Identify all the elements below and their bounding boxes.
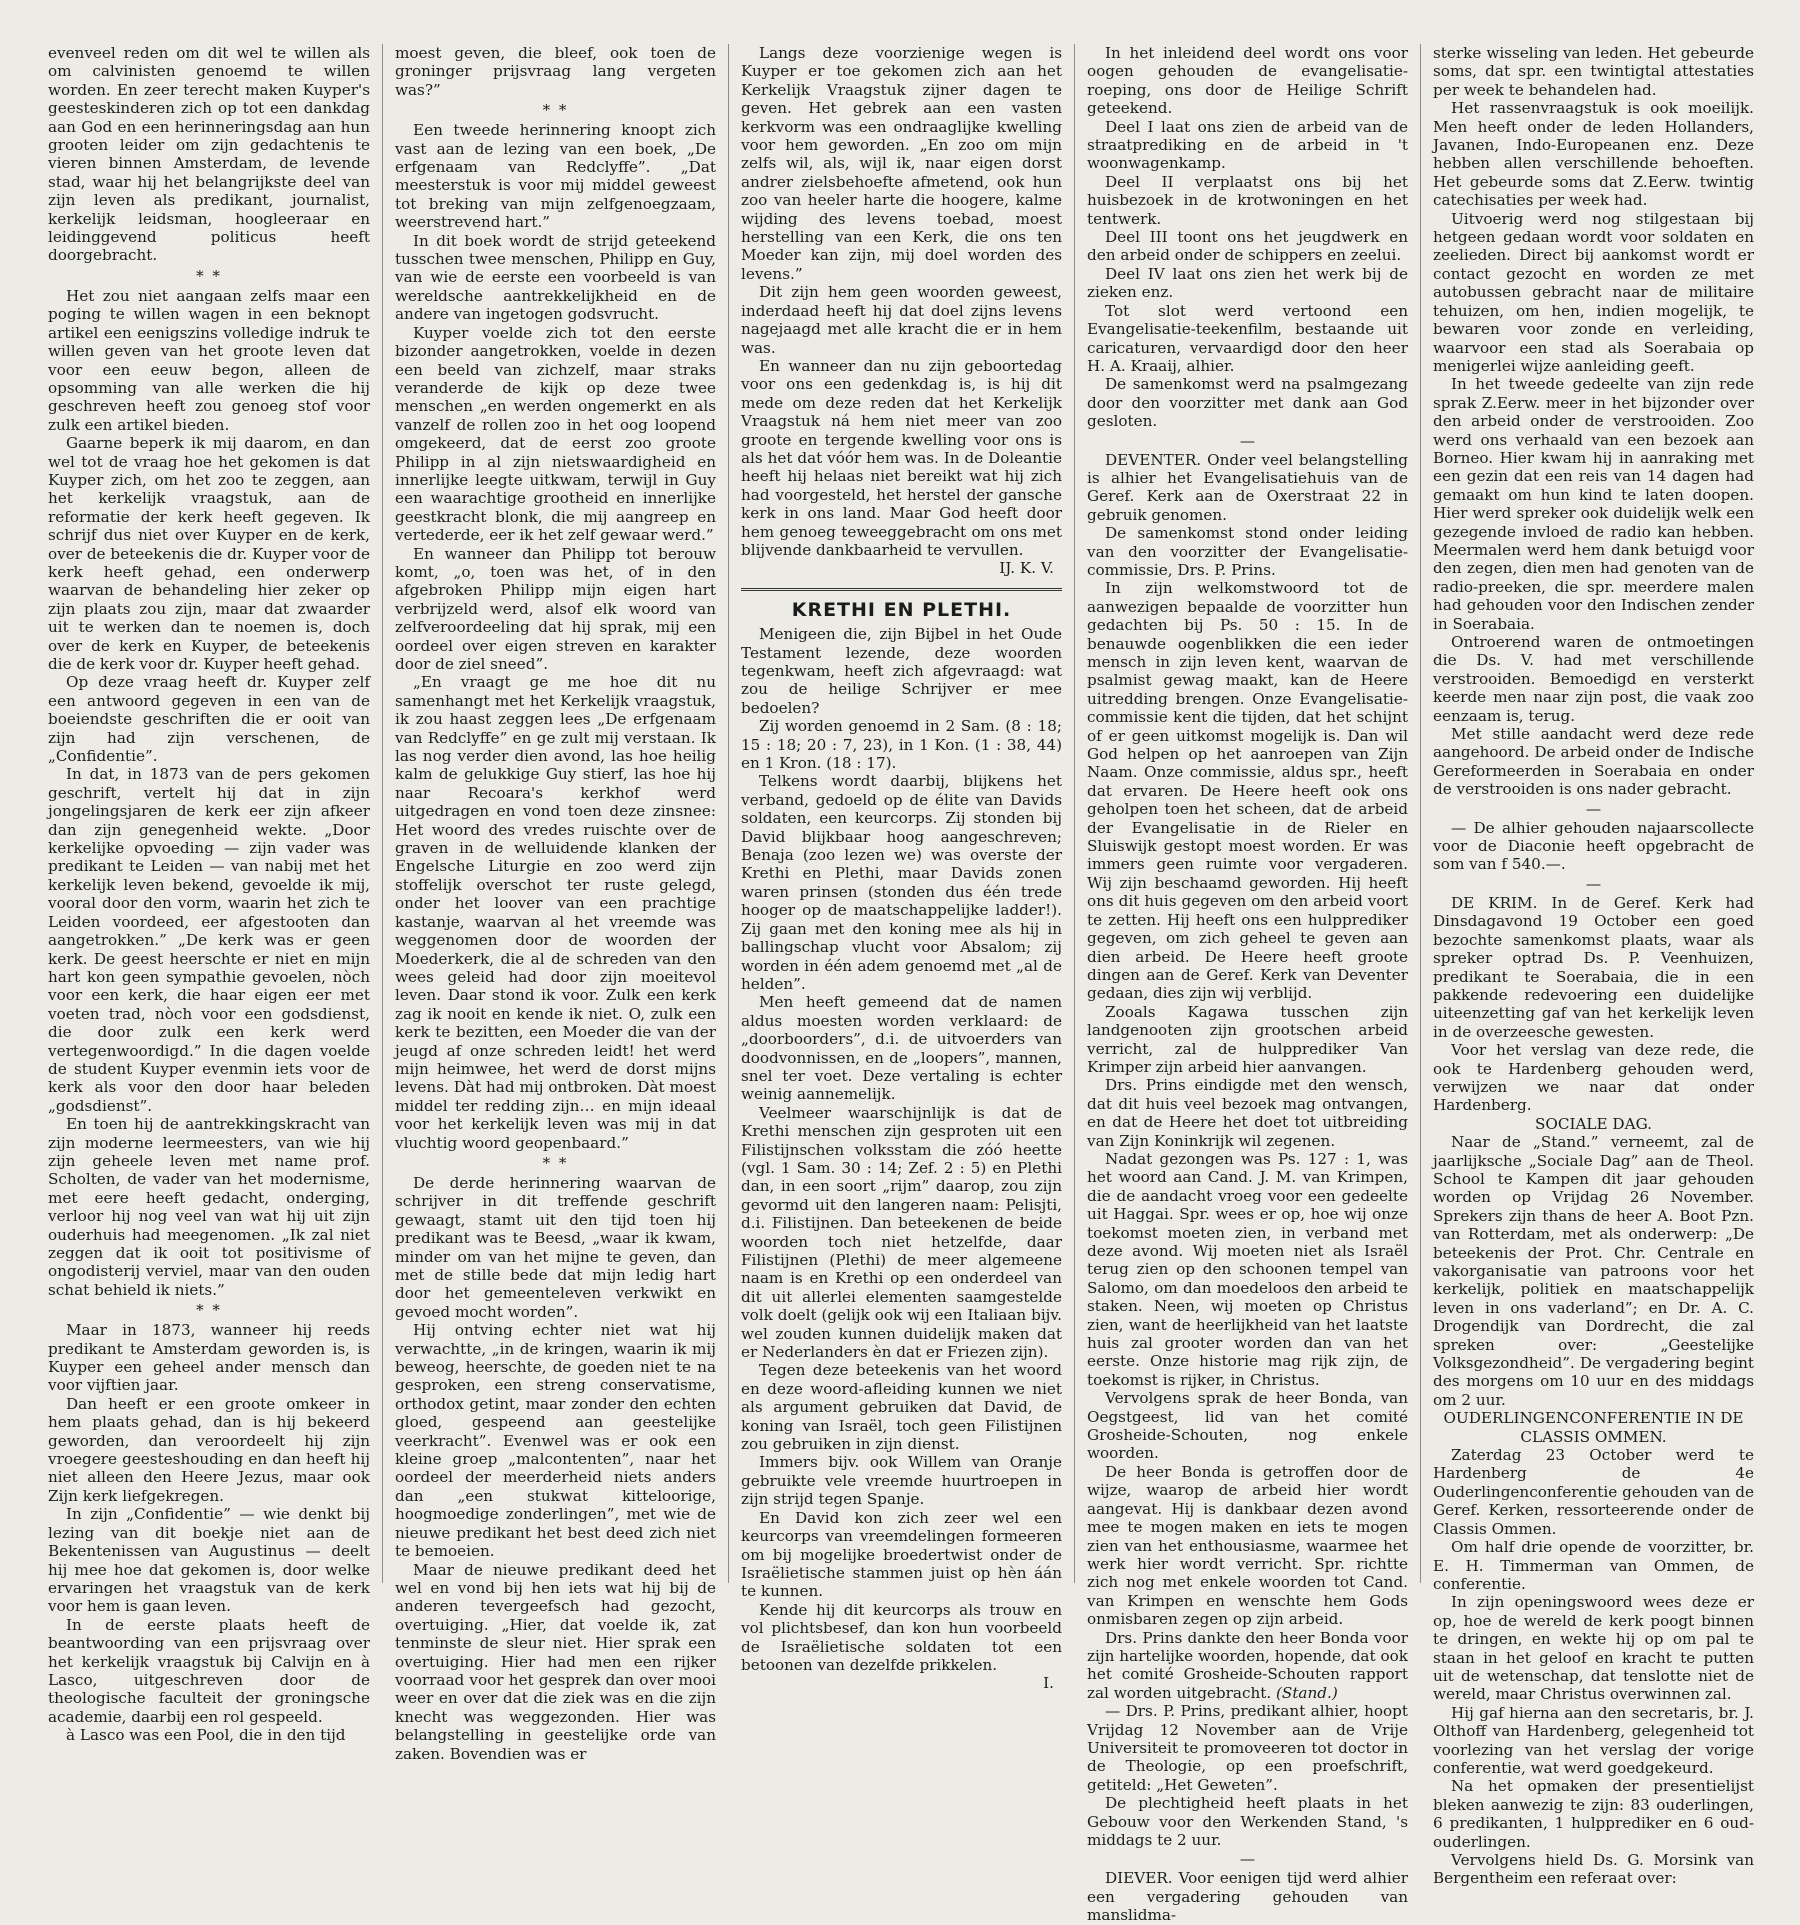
paragraph: Telkens wordt daarbij, blijkens het verband, gedoeld op de élite van Davids soldaten, een keurcorps. Zij stonden bij David blijkbaar hoog aangeschreven; Benaja (zoo lezen we) was overste der Krethi en Plethi, maar Davids zonen waren prinsen (stonden dus één trede hooger op de maatschappelijke ladder!). Zij gaan met den koning mee als hij in ballingschap vlucht voor Absalom; zij worden in één adem genoemd met „al de helden”. bbox=[741, 772, 1062, 993]
paragraph: Tot slot werd vertoond een Evangelisatie-teekenfilm, bestaande uit caricaturen, vervaardigd door den heer H. A. Kraaij, alhier. bbox=[1087, 301, 1408, 375]
paragraph: Naar de „Stand.” verneemt, zal de jaarlijksche „Sociale Dag” aan de Theol. School te Kampen dit jaar gehouden worden op Vrijdag 26 November. Sprekers zijn thans de heer A. Boot Pzn. van Rotterdam, met als onderwerp: „De beteekenis der Prot. Chr. Centrale en vakorganisatie van patroons voor het kerkelijk, politiek en maatschappelijk leven in ons vaderland”; en Dr. A. C. Drogendijk van Dordrecht, die zal spreken over: „Geestelijke Volksgezondheid”. De vergadering begint des morgens om 10 uur en des middags om 2 uur. bbox=[1433, 1133, 1754, 1409]
paragraph: Nadat gezongen was Ps. 127 : 1, was het woord aan Cand. J. M. van Krimpen, die de aandacht vroeg voor een gedeelte uit Haggai. Spr. wees er op, hoe wij onze toekomst moeten zien, in verband met deze avond. Wij moeten niet als Israël terug zien op den schoonen tempel van Salomo, om dan moedeloos den arbeid te staken. Neen, wij moeten op Christus zien, want de heerlijkheid van het laatste huis zal grooter worden dan van het eerste. Onze historie mag rijk zijn, de toekomst is rijker, in Christus. bbox=[1087, 1149, 1408, 1389]
article-heading: KRETHI EN PLETHI. bbox=[791, 598, 1012, 621]
paragraph: Zaterdag 23 October werd te Hardenberg de 4e Ouderlingenconferentie gehouden van de Geref. Kerken, ressorteerende onder de Classis Ommen. bbox=[1433, 1446, 1754, 1538]
paragraph: — De alhier gehouden najaarscollecte voor de Diaconie heeft opgebracht de som van f 540.—. bbox=[1433, 818, 1754, 874]
column-5 bbox=[1420, 44, 1766, 1888]
paragraph: moest geven, die bleef, ook toen de groninger prijsvraag lang vergeten was?” bbox=[395, 44, 716, 99]
paragraph: In zijn openingswoord wees deze er op, hoe de wereld de kerk poogt binnen te dringen, en wekte hij op om pal te staan in het geloof en kracht te putten uit de wetenschap, dat tenslotte niet de wereld, maar Christus overwinnen zal. bbox=[1433, 1593, 1754, 1704]
paragraph: Ontroerend waren de ontmoetingen die Ds. V. had met verschillende verstrooiden. Bemoedigd en versterkt keerde men naar zijn post, die vaak zoo eenzaam is, terug. bbox=[1433, 633, 1754, 725]
paragraph: DIEVER. Voor eenigen tijd werd alhier een vergadering gehouden van manslidma- bbox=[1087, 1869, 1408, 1925]
paragraph: Tegen deze beteekenis van het woord en deze woord-afleiding kunnen we niet als argument gebruiken dat David, de koning van Israël, toch geen Filistijnen zou gebruiken in zijn dienst. bbox=[741, 1361, 1062, 1454]
paragraph: Deel III toont ons het jeugdwerk en den arbeid onder de schippers en zeelui. bbox=[1087, 228, 1408, 265]
section-separator: * * bbox=[196, 1301, 222, 1320]
paragraph: Menigeen die, zijn Bijbel in het Oude Testament lezende, deze woorden tegenkwam, heeft zich afgevraagd: wat zou de heilige Schrijver er mee bedoelen? bbox=[741, 625, 1062, 717]
paragraph: Dit zijn hem geen woorden geweest, inderdaad heeft hij dat doel zijns levens nagejaagd met alle kracht die er in hem was. bbox=[741, 283, 1062, 357]
section-heading: OUDERLINGENCONFERENTIE IN DE CLASSIS OMMEN. bbox=[1443, 1409, 1744, 1446]
paragraph: De samenkomst stond onder leiding van den voorzitter der Evangelisatie-commissie, Drs. P. Prins. bbox=[1087, 524, 1408, 579]
paragraph: In zijn welkomstwoord tot de aanwezigen bepaalde de voorzitter hun gedachten bij Ps. 50 : 15. In de benauwde oogenblikken die een ieder mensch in zijn leven kent, waarvan de psalmist gewag maakt, kan de Heere uitredding brengen. Onze Evangelisatie-commissie kent die tijden, dat het schijnt of er geen uitkomst mogelijk is. Dan wil God helpen op het aanroepen van Zijn Naam. Onze commissie, aldus spr., heeft dat ervaren. De Heere heeft ook ons geholpen toen het scheen, dat de arbeid der Evangelisatie in de Rieler en Sluiswijk gestopt moest worden. Er was immers geen ruimte voor vergaderen. Wij zijn beschaamd geworden. Hij heeft ons dit huis gegeven om den arbeid voort te zetten. Hij heeft ons een hulpprediker gegeven, om zich geheel te geven aan dien arbeid. De Heere heeft groote dingen aan de Geref. Kerk van Deventer gedaan, dies zijn wij verblijd. bbox=[1087, 579, 1408, 1003]
paragraph: Dan heeft er een groote omkeer in hem plaats gehad, dan is hij bekeerd geworden, dan veroordeelt hij zijn vroegere geesteshouding en dan heeft hij niet alleen den Heere Jezus, maar ook Zijn kerk liefgekregen. bbox=[48, 1394, 370, 1505]
paragraph: In dat, in 1873 van de pers gekomen geschrift, vertelt hij dat in zijn jongelingsjaren de kerk eer zijn afkeer dan zijn genegenheid wekte. „Door kerkelijke opvoeding — zijn vader was predikant te Leiden — van nabij met het kerkelijk leven bekend, gevoelde ik mij, vooral door den vorm, waarin het zich te Leiden voordeed, eer afgestooten dan aangetrokken.” „De kerk was er geen kerk. De geest heerschte er niet en mijn hart kon geen sympathie gevoelen, nòch voor een kerk, die haar eigen eer met voeten trad, nòch voor een godsdienst, die door zulk een kerk werd vertegenwoordigd.” In die dagen voelde de student Kuyper evenmin iets voor de kerk als voor den door haar beleden „godsdienst”. bbox=[48, 765, 370, 1115]
paragraph: In het inleidend deel wordt ons voor oogen gehouden de evangelisatie-roeping, ons door de Heilige Schrift geteekend. bbox=[1087, 44, 1408, 118]
paragraph: evenveel reden om dit wel te willen als om calvinisten genoemd te willen worden. En zeer terecht maken Kuyper's geesteskinderen zich op tot een dankdag aan God en een herinneringsdag aan hun grooten leider om zijn gedachtenis te vieren binnen Amsterdam, de levende stad, waar hij het belangrijkste deel van zijn leven als predikant, journalist, kerkelijk leidsman, hoogleeraar en leidinggevend politicus heeft doorgebracht. bbox=[48, 44, 370, 265]
paragraph: Na het opmaken der presentielijst bleken aanwezig te zijn: 83 ouderlingen, 6 predikanten, 1 hulpprediker en 6 oud-ouderlingen. bbox=[1433, 1777, 1754, 1851]
author-signature: I. bbox=[1043, 1674, 1054, 1693]
author-signature: IJ. K. V. bbox=[999, 559, 1054, 578]
paragraph: — Drs. P. Prins, predikant alhier, hoopt Vrijdag 12 November aan de Vrije Universiteit te promoveeren tot doctor in de Theologie, op een proefschrift, getiteld: „Het Geweten”. bbox=[1087, 1702, 1408, 1794]
paragraph: Zooals Kagawa tusschen zijn landgenooten zijn grootschen arbeid verricht, zal de hulpprediker Van Krimper zijn arbeid hier aanvangen. bbox=[1087, 1002, 1408, 1076]
paragraph: Een tweede herinnering knoopt zich vast aan de lezing van een boek, „De erfgenaam van Redclyffe”. „Dat meesterstuk is voor mij middel geweest tot breking van mijn zelfgenoegzaam, weerstrevend hart.” bbox=[395, 121, 716, 232]
section-separator: * * bbox=[542, 1153, 569, 1172]
paragraph: Het rassenvraagstuk is ook moeilijk. Men heeft onder de leden Hollanders, Javanen, Indo-Europeanen enz. Deze hebben allen verschillende behoeften. Het gebeurde soms dat Z.Eerw. twintig catechisaties per week had. bbox=[1433, 99, 1754, 210]
paragraph: In dit boek wordt de strijd geteekend tusschen twee menschen, Philipp en Guy, van wie de eerste een voorbeeld is van wereldsche aantrekkelijkheid en de andere van ingetogen godsvrucht. bbox=[395, 231, 716, 324]
paragraph: De heer Bonda is getroffen door de wijze, waarop de arbeid hier wordt aangevat. Hij is dankbaar dezen avond mee te mogen maken en iets te mogen zien van het enthousiasme, waarmee het werk hier wordt verricht. Spr. richtte zich nog met enkele woorden tot Cand. van Krimpen en wenschte hem Gods onmisbaren zegen op zijn arbeid. bbox=[1087, 1462, 1408, 1629]
paragraph: Vervolgens hield Ds. G. Morsink van Bergentheim een referaat over: bbox=[1433, 1851, 1754, 1888]
paragraph: En wanneer dan Philipp tot berouw komt, „o, toen was het, of in den afgebroken Philipp mijn eigen hart verbrijzeld werd, alsof elk woord van zelfveroordeeling dat hij sprak, mij een oordeel over eigen streven en karakter door de ziel sneed”. bbox=[395, 544, 716, 673]
section-separator: — bbox=[1585, 874, 1602, 893]
paragraph: De plechtigheid heeft plaats in het Gebouw voor den Werkenden Stand, 's middags te 2 uur. bbox=[1087, 1794, 1408, 1849]
column-1 bbox=[36, 44, 382, 1745]
paragraph: Gaarne beperk ik mij daarom, en dan wel tot de vraag hoe het gekomen is dat Kuyper zich, om het zoo te zeggen, aan het kerkelijk vraagstuk, aan de reformatie der kerk heeft gegeven. Ik schrijf dus niet over Kuyper en de kerk, over de beteekenis die dr. Kuyper voor de kerk heeft gehad, een onderwerp waarvan de behandeling hier zeker op zijn plaats zou zijn, maar dat zwaarder uit te werken dan te noemen is, doch over de kerk en Kuyper, de beteekenis die de kerk voor dr. Kuyper heeft gehad. bbox=[48, 434, 370, 673]
paragraph: Met stille aandacht werd deze rede aangehoord. De arbeid onder de Indische Gereformeerden in Soerabaia en onder de verstrooiden is ons nader gebracht. bbox=[1433, 725, 1754, 799]
paragraph: à Lasco was een Pool, die in den tijd bbox=[66, 1726, 346, 1745]
paragraph: Het zou niet aangaan zelfs maar een poging te willen wagen in een beknopt artikel een eenigszins volledige indruk te willen geven van het groote leven dat voor een eeuw begon, alleen de opsomming van alle werken die hij geschreven heeft zou genoeg stof voor zulk een artikel bieden. bbox=[48, 286, 370, 434]
paragraph: Kuyper voelde zich tot den eerste bizonder aangetrokken, voelde in dezen een beeld van zichzelf, maar straks veranderde de kijk op deze twee menschen „en werden ongemerkt en als vanzelf de rollen zoo in het oog loopend omgekeerd, dat de eerst zoo groote Philipp in al zijn nietswaardigheid en innerlijke leegte uitkwam, terwijl in Guy een waarachtige grootheid en innerlijke geestkracht blonk, die mij aangreep en vertederde, eer ik het zelf gewaar werd.” bbox=[395, 323, 716, 545]
paragraph: In zijn „Confidentie” — wie denkt bij lezing van dit boekje niet aan de Bekentenissen van Augustinus — deelt hij mee hoe dat gekomen is, door welke ervaringen het vraagstuk van de kerk voor hem is gaan leven. bbox=[48, 1505, 370, 1616]
paragraph: Men heeft gemeend dat de namen aldus moesten worden verklaard: de „doorboorders”, d.i. de uitvoerders van doodvonnissen, en de „loopers”, mannen, snel ter voet. Deze vertaling is echter weinig aannemelijk. bbox=[741, 993, 1062, 1104]
paragraph: sterke wisseling van leden. Het gebeurde soms, dat spr. een twintigtal attestaties per week te behandelen had. bbox=[1433, 44, 1754, 99]
section-separator: — bbox=[1239, 1850, 1256, 1869]
paragraph: Veelmeer waarschijnlijk is dat de Krethi menschen zijn gesproten uit een Filistijnschen volksstam die zóó heette (vgl. 1 Sam. 30 : 14; Zef. 2 : 5) en Plethi dan, in een soort „rijm” daarop, zou zijn gevormd uit den langeren naam: Pelisjti, d.i. Filistijnen. Dan beteekenen de beide woorden toch niet hetzelfde, daar Filistijnen (Plethi) de meer algemeene naam is en Krethi op een onderdeel van dit uit allerlei elementen saamgestelde volk doelt (gelijk ook wij een Italiaan bijv. wel zouden kunnen duidelijk maken dat er Nederlanders èn dat er Friezen zijn). bbox=[741, 1103, 1062, 1362]
paragraph: Kende hij dit keurcorps als trouw en vol plichtsbesef, dan kon hun voorbeeld de Israëlietische soldaten tot een betoonen van dezelfde prikkelen. bbox=[741, 1600, 1062, 1674]
article-divider bbox=[741, 588, 1062, 591]
paragraph: Uitvoerig werd nog stilgestaan bij hetgeen gedaan wordt voor soldaten en zeelieden. Direct bij aankomst wordt er contact gezocht en worden ze met autobussen gebracht naar de militaire tehuizen, om hen, indien mogelijk, te bewaren voor zonde en verleiding, waarvoor een stad als Soerabaia op menigerlei wijze aanleiding geeft. bbox=[1433, 209, 1754, 375]
section-separator: * * bbox=[196, 266, 222, 285]
paragraph: En toen hij de aantrekkingskracht van zijn moderne leermeesters, van wie hij zijn geheele leven met name prof. Scholten, de vader van het modernisme, met eere heeft gedacht, onderging, verloor hij nog veel van wat hij uit zijn ouderhuis had meegenomen. „Ik zal niet zeggen dat ik ooit tot positivisme of ongodisterij verviel, maar van den ouden schat behield ik niets.” bbox=[48, 1115, 370, 1299]
paragraph: De derde herinnering waarvan de schrijver in dit treffende geschrift gewaagt, stamt uit den tijd toen hij predikant was te Beesd, „waar ik kwam, minder om van het mijne te geven, dan met de stille bede dat mijn ledig hart door het gemeenteleven verkwikt en gevoed mocht worden”. bbox=[395, 1173, 716, 1321]
section-separator: — bbox=[1239, 431, 1256, 450]
paragraph: Langs deze voorzienige wegen is Kuyper er toe gekomen zich aan het Kerkelijk Vraagstuk zijner dagen te geven. Het gebrek aan een vasten kerkvorm was een ondraaglijke kwelling voor hem geworden. „En zoo om mijn zelfs wil, als, wijl ik, naar eigen dorst andrer zielsbehoefte afmetend, ook hun zoo van heeler harte die hoogere, kalme wijding des levens toebad, moest herstelling van een Kerk, die ons ten Moeder kan zijn, mij doel worden des levens.” bbox=[741, 44, 1062, 283]
paragraph: In de eerste plaats heeft de beantwoording van een prijsvraag over het kerkelijk vraagstuk bij Calvijn en à Lasco, uitgeschreven door de theologische faculteit der groningsche academie, daarbij een rol gespeeld. bbox=[48, 1615, 370, 1726]
column-4 bbox=[1074, 44, 1420, 1925]
paragraph: Zij worden genoemd in 2 Sam. (8 : 18; 15 : 18; 20 : 7, 23), in 1 Kon. (1 : 38, 44) en 1 Kron. (18 : 17). bbox=[741, 717, 1062, 773]
paragraph: En David kon zich zeer wel een keurcorps van vreemdelingen formeeren om bij mogelijke broedertwist onder de Israëlietische stammen juist op hèn áán te kunnen. bbox=[741, 1508, 1062, 1601]
paragraph: De samenkomst werd na psalmgezang door den voorzitter met dank aan God gesloten. bbox=[1087, 375, 1408, 431]
paragraph: Hij gaf hierna aan den secretaris, br. J. Olthoff van Hardenberg, gelegenheid tot voorlezing van het verslag der vorige conferentie, wat werd goedgekeurd. bbox=[1433, 1703, 1754, 1777]
paragraph: Hij ontving echter niet wat hij verwachtte, „in de kringen, waarin ik mij beweog, heerschte, de goeden niet te na gesproken, een streng conservatisme, orthodox getint, maar zonder den echten gloed, gespeend aan geestelijke veerkracht”. Evenwel was er ook een kleine groep „malcontenten”, naar het oordeel der meerderheid niets anders dan „een stukwat kitteloorige, hoogmoedige zonderlingen”, met wie de nieuwe predikant het best deed zich niet te bemoeien. bbox=[395, 1321, 716, 1561]
section-separator: — bbox=[1585, 799, 1602, 818]
section-heading: SOCIALE DAG. bbox=[1534, 1114, 1652, 1133]
paragraph: Drs. Prins eindigde met den wensch, dat dit huis veel bezoek mag ontvangen, en dat de Heere het doet tot uitbreiding van Zijn Koninkrijk wil zegenen. bbox=[1087, 1076, 1408, 1150]
section-separator: * * bbox=[542, 101, 569, 120]
paragraph: Om half drie opende de voorzitter, br. E. H. Timmerman van Ommen, de conferentie. bbox=[1433, 1538, 1754, 1593]
paragraph: Voor het verslag van deze rede, die ook te Hardenberg gehouden werd, verwijzen we naar dat onder Hardenberg. bbox=[1433, 1041, 1754, 1115]
paragraph: Op deze vraag heeft dr. Kuyper zelf een antwoord gegeven in een van de boeiendste geschriften die er ooit van zijn had zijn verschenen, de „Confidentie”. bbox=[48, 673, 370, 766]
paragraph: DEVENTER. Onder veel belangstelling is alhier het Evangelisatiehuis van de Geref. Kerk aan de Oxerstraat 22 in gebruik genomen. bbox=[1087, 450, 1408, 524]
paragraph: Deel II verplaatst ons bij het huisbezoek in de krotwoningen en het tentwerk. bbox=[1087, 172, 1408, 228]
paragraph: Deel I laat ons zien de arbeid van de straatprediking en de arbeid in 't woonwagenkamp. bbox=[1087, 117, 1408, 173]
paragraph: Immers bijv. ook Willem van Oranje gebruikte vele vreemde huurtroepen in zijn strijd tegen Spanje. bbox=[741, 1453, 1062, 1509]
paragraph: In het tweede gedeelte van zijn rede sprak Z.Eerw. meer in het bijzonder over den arbeid onder de verstrooiden. Zoo werd ons verhaald van een bezoek aan Borneo. Hier kwam hij in aanraking met een gezin dat een reis van 14 dagen had gemaakt om hun kind te laten doopen. Hier werd spreker ook duidelijk welk een gezegende invloed de radio kan hebben. Meermalen werd hem dank betuigd voor den zegen, dien men had genoten van de radio-preeken, die spr. meerdere malen had gehouden voor den Indischen zender in Soerabaia. bbox=[1433, 375, 1754, 633]
column-2 bbox=[382, 44, 728, 1763]
paragraph: Maar de nieuwe predikant deed het wel en vond bij hen iets wat hij bij de anderen tevergeefsch had gezocht, overtuiging. „Hier, dat voelde ik, zat tenminste de sleur niet. Hier sprak een overtuiging. Hier had men een rijker voorraad voor het gesprek dan over mooi weer en over dat die ziek was en die zijn knecht was weggezonden. Hier was belangstelling in geestelijke orde van zaken. Bovendien was er bbox=[395, 1560, 716, 1763]
source-note: (Stand.) bbox=[1276, 1683, 1338, 1702]
paragraph: DE KRIM. In de Geref. Kerk had Dinsdagavond 19 October een goed bezochte samenkomst plaats, waar als spreker optrad Ds. P. Veenhuizen, predikant te Soerabaia, die in een pakkende redevoering een duidelijke uiteenzetting gaf van het kerkelijk leven in de overzeesche gewesten. bbox=[1433, 893, 1754, 1041]
paragraph: Maar in 1873, wanneer hij reeds predikant te Amsterdam geworden is, is Kuyper een geheel ander mensch dan voor vijftien jaar. bbox=[48, 1321, 370, 1395]
paragraph: En wanneer dan nu zijn geboortedag voor ons een gedenkdag is, is hij dit mede om deze reden dat het Kerkelijk Vraagstuk ná hem niet meer van zoo groote en tergende kwelling voor ons is als het dat vóór hem was. In de Doleantie heeft hij helaas niet bereikt wat hij zich had voorgesteld, het herstel der gansche kerk in ons land. Maar God heeft door hem genoeg teweeggebracht om ons met blijvende dankbaarheid te vervullen. bbox=[741, 356, 1062, 559]
paragraph: Vervolgens sprak de heer Bonda, van Oegstgeest, lid van het comité Grosheide-Schouten, nog enkele woorden. bbox=[1087, 1389, 1408, 1463]
column-3 bbox=[728, 44, 1074, 1693]
paragraph: „En vraagt ge me hoe dit nu samenhangt met het Kerkelijk vraagstuk, ik zou haast zeggen lees „De erfgenaam van Redclyffe” en ge zult mij verstaan. Ik las nog verder dien avond, las hoe heilig kalm de gelukkige Guy stierf, las hoe hij naar Recoara's kerkhof werd uitgedragen en vond toen deze zinsnee: Het woord des vredes ruischte over de graven in de welluidende klanken der Engelsche Liturgie en zoo werd zijn stoffelijk overschot ter ruste gelegd, onder het loover van een prachtige kastanje, waarvan al het vreemde was weggenomen door de woorden der Moederkerk, die al de schreden van den wees geleid had door zijn moeitevol leven. Daar stond ik voor. Zulk een kerk zag ik nooit en kende ik niet. O, zulk een kerk te bezitten, een Moeder die van der jeugd af onze schreden leidt! het werd mijn heimwee, het werd de dorst mijns levens. Dàt had mij ontbroken. Dàt moest middel ter redding zijn… en mijn ideaal voor het kerkelijk leven was mij in dat vluchtig woord geopenbaard.” bbox=[395, 673, 716, 1152]
paragraph: Deel IV laat ons zien het werk bij de zieken enz. bbox=[1087, 264, 1408, 302]
paragraph-text: Drs. Prins dankte den heer Bonda voor zijn hartelijke woorden, hopende, dat ook het comité Grosheide-Schouten rapport zal worden uitgebracht. bbox=[1087, 1628, 1408, 1702]
paragraph bbox=[1087, 1629, 1408, 1703]
